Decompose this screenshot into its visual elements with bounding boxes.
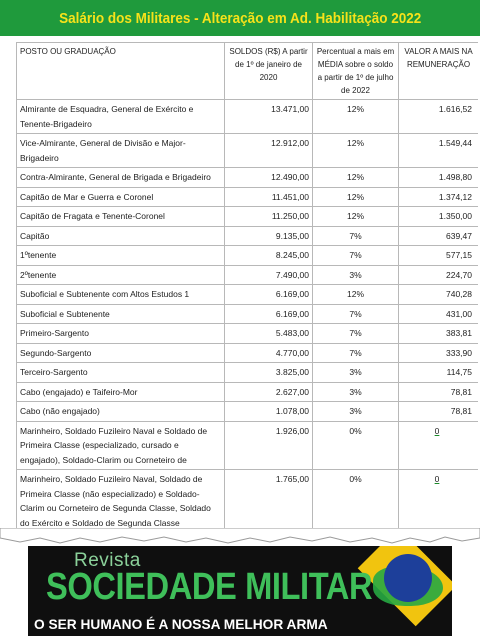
table-row bbox=[17, 285, 479, 305]
cell-percentual: 7% bbox=[313, 304, 399, 324]
table-row bbox=[17, 246, 479, 266]
cell-percentual: 12% bbox=[313, 187, 399, 207]
table-row bbox=[17, 324, 479, 344]
cell-valor bbox=[399, 470, 479, 531]
cell-soldo: 6.169,00 bbox=[225, 285, 313, 305]
header-valor: VALOR A MAIS NA REMUNERAÇÃO bbox=[399, 43, 479, 100]
cell-valor: 1.498,80 bbox=[399, 168, 479, 188]
table-row bbox=[17, 304, 479, 324]
table-body bbox=[17, 100, 479, 531]
cell-posto: Capitão de Mar e Guerra e Coronel bbox=[17, 187, 225, 207]
cell-valor: 78,81 bbox=[399, 402, 479, 422]
cell-soldo: 2.627,00 bbox=[225, 382, 313, 402]
banner-revista-text: Revista bbox=[74, 550, 141, 571]
cell-valor: 577,15 bbox=[399, 246, 479, 266]
cell-valor: 1.350,00 bbox=[399, 207, 479, 227]
cell-valor-zero: 0 bbox=[434, 425, 440, 436]
table-row bbox=[17, 168, 479, 188]
cell-posto: Segundo-Sargento bbox=[17, 343, 225, 363]
title-bar bbox=[0, 0, 480, 36]
cell-soldo: 1.926,00 bbox=[225, 421, 313, 470]
cell-soldo: 13.471,00 bbox=[225, 100, 313, 134]
cell-soldo: 12.912,00 bbox=[225, 134, 313, 168]
brazil-flag-circle-shape bbox=[384, 554, 432, 602]
salary-table-container bbox=[16, 42, 478, 530]
table-row bbox=[17, 470, 479, 531]
cell-posto: Capitão bbox=[17, 226, 225, 246]
header-posto: POSTO OU GRADUAÇÃO bbox=[17, 43, 225, 100]
cell-posto: Suboficial e Subtenente bbox=[17, 304, 225, 324]
cell-percentual: 7% bbox=[313, 324, 399, 344]
cell-valor: 1.616,52 bbox=[399, 100, 479, 134]
cell-soldo: 11.250,00 bbox=[225, 207, 313, 227]
table-row bbox=[17, 207, 479, 227]
cell-valor: 639,47 bbox=[399, 226, 479, 246]
cell-percentual: 7% bbox=[313, 343, 399, 363]
cell-posto: Primeiro-Sargento bbox=[17, 324, 225, 344]
cell-soldo: 5.483,00 bbox=[225, 324, 313, 344]
cell-valor: 740,28 bbox=[399, 285, 479, 305]
table-row bbox=[17, 421, 479, 470]
cell-soldo: 6.169,00 bbox=[225, 304, 313, 324]
cell-posto: Marinheiro, Soldado Fuzileiro Naval, Soldado de Primeira Classe (não especializado) e Soldado-Clarim ou Corneteiro de Segunda Classe, Soldado do Exército e Soldado de Segunda Classe bbox=[17, 470, 225, 531]
cell-percentual: 3% bbox=[313, 382, 399, 402]
cell-posto: Suboficial e Subtenente com Altos Estudos 1 bbox=[17, 285, 225, 305]
cell-posto: Marinheiro, Soldado Fuzileiro Naval e Soldado de Primeira Classe (especializado, cursado e engajado), Soldado-Clarim ou Corneteiro de bbox=[17, 421, 225, 470]
cell-soldo: 9.135,00 bbox=[225, 226, 313, 246]
table-row bbox=[17, 402, 479, 422]
salary-table bbox=[16, 42, 478, 530]
cell-posto: Contra-Almirante, General de Brigada e Brigadeiro bbox=[17, 168, 225, 188]
torn-paper-edge bbox=[0, 528, 480, 548]
banner-slogan: O SER HUMANO É A NOSSA MELHOR ARMA bbox=[34, 616, 328, 632]
banner-brand-name: SOCIEDADE MILITAR bbox=[46, 566, 373, 608]
table-row bbox=[17, 226, 479, 246]
cell-posto: 2ºtenente bbox=[17, 265, 225, 285]
cell-posto: Capitão de Fragata e Tenente-Coronel bbox=[17, 207, 225, 227]
cell-posto: Almirante de Esquadra, General de Exército e Tenente-Brigadeiro bbox=[17, 100, 225, 134]
cell-valor: 333,90 bbox=[399, 343, 479, 363]
sociedade-militar-banner bbox=[28, 546, 452, 636]
cell-percentual: 7% bbox=[313, 246, 399, 266]
table-row bbox=[17, 187, 479, 207]
cell-percentual: 12% bbox=[313, 285, 399, 305]
cell-percentual: 3% bbox=[313, 265, 399, 285]
cell-soldo: 1.765,00 bbox=[225, 470, 313, 531]
cell-soldo: 1.078,00 bbox=[225, 402, 313, 422]
cell-percentual: 0% bbox=[313, 470, 399, 531]
cell-valor: 114,75 bbox=[399, 363, 479, 383]
cell-soldo: 12.490,00 bbox=[225, 168, 313, 188]
cell-percentual: 3% bbox=[313, 363, 399, 383]
cell-soldo: 4.770,00 bbox=[225, 343, 313, 363]
table-row bbox=[17, 382, 479, 402]
table-row bbox=[17, 100, 479, 134]
cell-valor: 431,00 bbox=[399, 304, 479, 324]
cell-percentual: 3% bbox=[313, 402, 399, 422]
cell-posto: Cabo (engajado) e Taifeiro-Mor bbox=[17, 382, 225, 402]
cell-percentual: 12% bbox=[313, 134, 399, 168]
page-title: Salário dos Militares - Alteração em Ad. Habilitação 2022 bbox=[58, 9, 422, 27]
cell-percentual: 12% bbox=[313, 168, 399, 188]
cell-valor: 1.374,12 bbox=[399, 187, 479, 207]
cell-soldo: 8.245,00 bbox=[225, 246, 313, 266]
cell-posto: Cabo (não engajado) bbox=[17, 402, 225, 422]
cell-valor: 383,81 bbox=[399, 324, 479, 344]
header-percentual: Percentual a mais em MÉDIA sobre o soldo a partir de 1º de julho de 2022 bbox=[313, 43, 399, 100]
table-row bbox=[17, 134, 479, 168]
cell-valor: 224,70 bbox=[399, 265, 479, 285]
header-soldos: SOLDOS (R$) A partir de 1º de janeiro de 2020 bbox=[225, 43, 313, 100]
cell-valor: 1.549,44 bbox=[399, 134, 479, 168]
cell-valor-zero: 0 bbox=[434, 474, 440, 484]
cell-posto: 1ºtenente bbox=[17, 246, 225, 266]
cell-percentual: 0% bbox=[313, 421, 399, 470]
table-header-row bbox=[17, 43, 479, 100]
cell-posto: Vice-Almirante, General de Divisão e Major-Brigadeiro bbox=[17, 134, 225, 168]
cell-percentual: 12% bbox=[313, 100, 399, 134]
table-row bbox=[17, 265, 479, 285]
cell-valor: 78,81 bbox=[399, 382, 479, 402]
table-row bbox=[17, 363, 479, 383]
cell-soldo: 3.825,00 bbox=[225, 363, 313, 383]
cell-posto: Terceiro-Sargento bbox=[17, 363, 225, 383]
cell-valor bbox=[399, 421, 479, 470]
cell-percentual: 7% bbox=[313, 226, 399, 246]
cell-soldo: 7.490,00 bbox=[225, 265, 313, 285]
cell-percentual: 12% bbox=[313, 207, 399, 227]
table-row bbox=[17, 343, 479, 363]
cell-soldo: 11.451,00 bbox=[225, 187, 313, 207]
